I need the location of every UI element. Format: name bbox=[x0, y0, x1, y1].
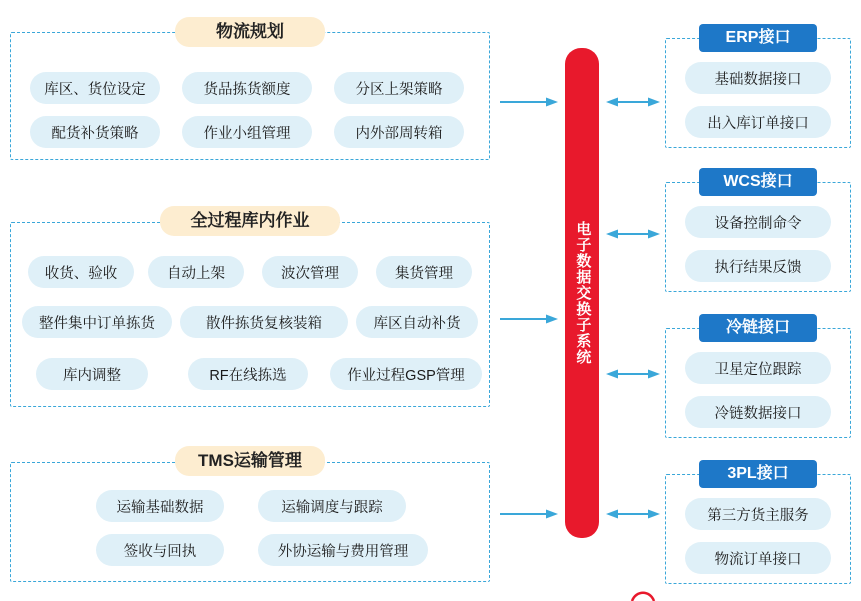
chip-satellite-positioning-tracking[interactable]: 卫星定位跟踪 bbox=[685, 352, 831, 384]
central-eds-subsystem-label: 电子数据交换子系统 bbox=[574, 221, 592, 365]
chip-erp-inbound-outbound-order-interface[interactable]: 出入库订单接口 bbox=[685, 106, 831, 138]
chip-internal-external-totes[interactable]: 内外部周转箱 bbox=[334, 116, 464, 148]
chip-picking-quota[interactable]: 货品拣货额度 bbox=[182, 72, 312, 104]
group-title-cold-chain-interface: 冷链接口 bbox=[699, 314, 817, 342]
group-title-wcs-interface: WCS接口 bbox=[699, 168, 817, 196]
chip-third-party-owner-service[interactable]: 第三方货主服务 bbox=[685, 498, 831, 530]
chip-receiving-inspection[interactable]: 收货、验收 bbox=[28, 256, 134, 288]
chip-logistics-order-interface[interactable]: 物流订单接口 bbox=[685, 542, 831, 574]
chip-work-group-management[interactable]: 作业小组管理 bbox=[182, 116, 312, 148]
chip-outsourced-transport-cost[interactable]: 外协运输与费用管理 bbox=[258, 534, 428, 566]
group-title-3pl-interface: 3PL接口 bbox=[699, 460, 817, 488]
chip-signoff-receipt[interactable]: 签收与回执 bbox=[96, 534, 224, 566]
bottom-red-marker bbox=[630, 588, 656, 601]
group-title-warehouse-operations: 全过程库内作业 bbox=[160, 206, 340, 236]
arrow-planning-to-center bbox=[500, 96, 558, 108]
central-eds-subsystem bbox=[565, 48, 599, 538]
group-title-logistics-planning: 物流规划 bbox=[175, 17, 325, 47]
chip-zone-auto-replenishment[interactable]: 库区自动补货 bbox=[356, 306, 478, 338]
chip-wcs-device-control-command[interactable]: 设备控制命令 bbox=[685, 206, 831, 238]
chip-storage-location-setting[interactable]: 库区、货位设定 bbox=[30, 72, 160, 104]
chip-auto-putaway[interactable]: 自动上架 bbox=[148, 256, 244, 288]
arrow-center-to-3pl bbox=[606, 508, 660, 520]
chip-wave-management[interactable]: 波次管理 bbox=[262, 256, 358, 288]
chip-transport-base-data[interactable]: 运输基础数据 bbox=[96, 490, 224, 522]
chip-gsp-process-management[interactable]: 作业过程GSP管理 bbox=[330, 358, 482, 390]
arrow-center-to-cold-chain bbox=[606, 368, 660, 380]
chip-in-warehouse-adjustment[interactable]: 库内调整 bbox=[36, 358, 148, 390]
chip-transport-dispatch-tracking[interactable]: 运输调度与跟踪 bbox=[258, 490, 406, 522]
group-title-tms: TMS运输管理 bbox=[175, 446, 325, 476]
chip-full-case-order-picking[interactable]: 整件集中订单拣货 bbox=[22, 306, 172, 338]
chip-rf-online-picking[interactable]: RF在线拣选 bbox=[188, 358, 308, 390]
arrow-tms-to-center bbox=[500, 508, 558, 520]
arrow-operations-to-center bbox=[500, 313, 558, 325]
chip-wcs-execution-feedback[interactable]: 执行结果反馈 bbox=[685, 250, 831, 282]
chip-replenishment-strategy[interactable]: 配货补货策略 bbox=[30, 116, 160, 148]
chip-piece-picking-check-packing[interactable]: 散件拣货复核装箱 bbox=[180, 306, 348, 338]
chip-consolidation-management[interactable]: 集货管理 bbox=[376, 256, 472, 288]
chip-cold-chain-data-interface[interactable]: 冷链数据接口 bbox=[685, 396, 831, 428]
arrow-center-to-erp bbox=[606, 96, 660, 108]
arrow-center-to-wcs bbox=[606, 228, 660, 240]
chip-zone-putaway-strategy[interactable]: 分区上架策略 bbox=[334, 72, 464, 104]
chip-erp-base-data-interface[interactable]: 基础数据接口 bbox=[685, 62, 831, 94]
group-title-erp-interface: ERP接口 bbox=[699, 24, 817, 52]
